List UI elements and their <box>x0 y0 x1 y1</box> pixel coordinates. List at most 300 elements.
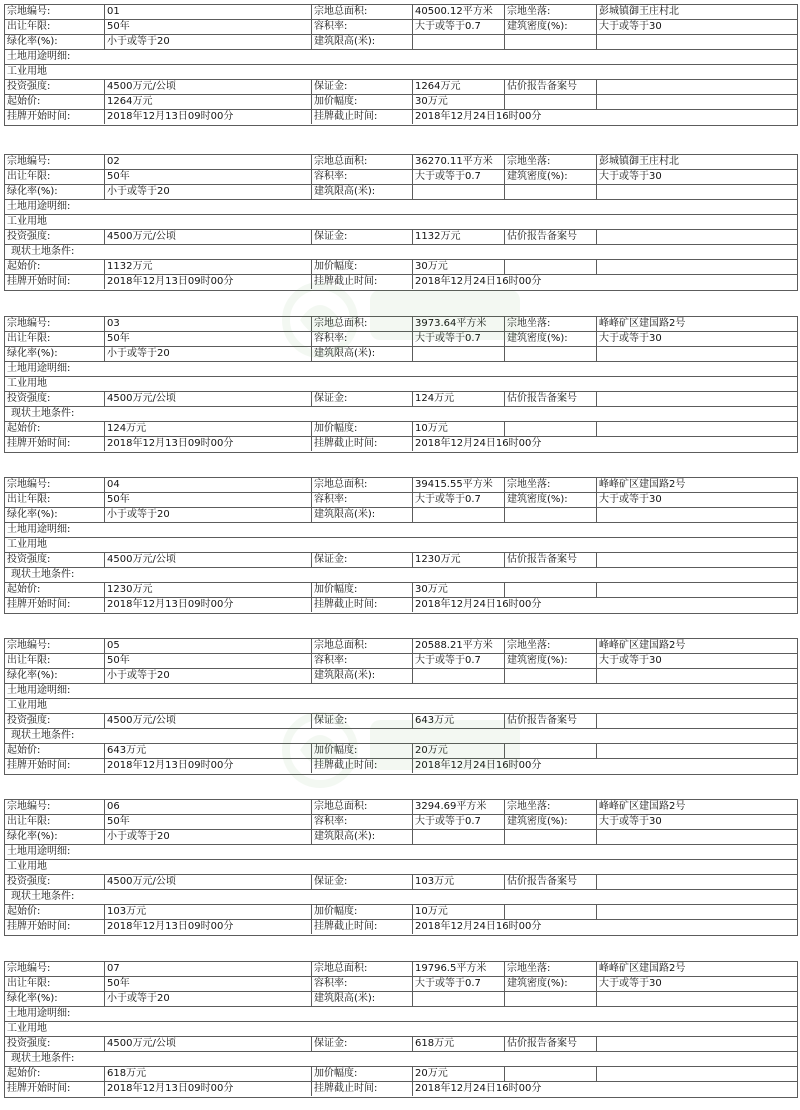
label-use-detail: 土地用途明细: <box>7 363 71 374</box>
label-listing-end: 挂牌截止时间: <box>312 437 413 451</box>
appraisal-value <box>597 392 797 406</box>
increment: 30万元 <box>413 260 505 274</box>
empty-cell <box>597 830 797 844</box>
total-area: 3973.64平方米 <box>413 317 505 331</box>
far: 大于或等于0.7 <box>413 332 505 346</box>
listing-start: 2018年12月13日09时00分 <box>105 920 312 934</box>
label-use-detail: 土地用途明细: <box>7 524 71 535</box>
label-green: 绿化率(%): <box>5 35 105 49</box>
empty-cell <box>597 275 797 289</box>
increment: 20万元 <box>413 1067 505 1081</box>
label-appraisal: 估价报告备案号 <box>505 392 597 406</box>
deposit: 103万元 <box>413 875 505 889</box>
land-use: 工业用地 <box>7 700 47 711</box>
location: 峰峰矿区建国路2号 <box>599 318 686 329</box>
label-start-price: 起始价: <box>5 905 105 919</box>
term: 50年 <box>105 815 312 829</box>
label-green: 绿化率(%): <box>5 185 105 199</box>
total-area: 36270.11平方米 <box>413 155 505 169</box>
row-current-condition <box>5 245 797 260</box>
label-total-area: 宗地总面积: <box>312 5 413 19</box>
row-green <box>5 185 797 200</box>
label-density: 建筑密度(%): <box>505 654 597 668</box>
row-current-condition <box>5 568 797 583</box>
label-deposit: 保证金: <box>312 230 413 244</box>
invest: 4500万元/公顷 <box>105 392 312 406</box>
row-term <box>5 815 797 830</box>
label-use-detail: 土地用途明细: <box>7 1008 71 1019</box>
far: 大于或等于0.7 <box>413 977 505 991</box>
row-use-detail <box>5 1007 797 1022</box>
row-start-price <box>5 1067 797 1082</box>
empty-cell <box>597 583 797 597</box>
label-current-condition: 现状土地条件: <box>11 1053 75 1064</box>
label-density: 建筑密度(%): <box>505 170 597 184</box>
label-green: 绿化率(%): <box>5 992 105 1006</box>
label-total-area: 宗地总面积: <box>312 478 413 492</box>
row-use <box>5 377 797 392</box>
land-use: 工业用地 <box>7 378 47 389</box>
row-parcel-id <box>5 155 797 170</box>
height-value <box>413 669 505 683</box>
label-location: 宗地坐落: <box>505 155 597 169</box>
empty-cell <box>597 992 797 1006</box>
label-location: 宗地坐落: <box>505 478 597 492</box>
label-increment: 加价幅度: <box>312 905 413 919</box>
label-far: 容积率: <box>312 654 413 668</box>
row-start-price <box>5 905 797 920</box>
label-appraisal: 估价报告备案号 <box>505 1037 597 1051</box>
term: 50年 <box>105 977 312 991</box>
row-invest <box>5 230 797 245</box>
label-green: 绿化率(%): <box>5 347 105 361</box>
label-height: 建筑限高(米): <box>312 992 413 1006</box>
location: 峰峰矿区建国路2号 <box>599 963 686 974</box>
density: 大于或等于30 <box>599 494 662 505</box>
row-invest <box>5 1037 797 1052</box>
row-invest <box>5 714 797 729</box>
label-current-condition: 现状土地条件: <box>11 408 75 419</box>
empty-cell <box>505 260 597 274</box>
listing-start: 2018年12月13日09时00分 <box>105 759 312 773</box>
label-total-area: 宗地总面积: <box>312 962 413 976</box>
row-start-price <box>5 583 797 598</box>
start-price: 618万元 <box>105 1067 312 1081</box>
row-listing-time <box>5 759 797 774</box>
total-area: 40500.12平方米 <box>413 5 505 19</box>
parcel-no: 03 <box>105 317 312 331</box>
label-listing-end: 挂牌截止时间: <box>312 275 413 289</box>
label-deposit: 保证金: <box>312 392 413 406</box>
listing-end: 2018年12月24日16时00分 <box>415 1083 542 1094</box>
label-appraisal: 估价报告备案号 <box>505 553 597 567</box>
label-far: 容积率: <box>312 170 413 184</box>
height-value <box>413 347 505 361</box>
label-density: 建筑密度(%): <box>505 815 597 829</box>
label-increment: 加价幅度: <box>312 583 413 597</box>
green: 小于或等于20 <box>105 830 312 844</box>
green: 小于或等于20 <box>105 508 312 522</box>
label-listing-end: 挂牌截止时间: <box>312 110 413 124</box>
label-total-area: 宗地总面积: <box>312 317 413 331</box>
row-start-price <box>5 744 797 759</box>
label-invest: 投资强度: <box>5 230 105 244</box>
row-use-detail <box>5 200 797 215</box>
label-location: 宗地坐落: <box>505 962 597 976</box>
green: 小于或等于20 <box>105 185 312 199</box>
row-start-price <box>5 95 797 110</box>
label-parcel-no: 宗地编号: <box>5 639 105 653</box>
empty-cell <box>597 1082 797 1096</box>
empty-cell <box>505 347 597 361</box>
listing-end: 2018年12月24日16时00分 <box>415 599 542 610</box>
height-value <box>413 185 505 199</box>
deposit: 618万元 <box>413 1037 505 1051</box>
row-green <box>5 508 797 523</box>
label-far: 容积率: <box>312 815 413 829</box>
row-term <box>5 977 797 992</box>
parcel-no: 05 <box>105 639 312 653</box>
empty-cell <box>505 508 597 522</box>
start-price: 124万元 <box>105 422 312 436</box>
row-parcel-id <box>5 5 797 20</box>
label-listing-start: 挂牌开始时间: <box>5 1082 105 1096</box>
invest: 4500万元/公顷 <box>105 230 312 244</box>
empty-cell <box>597 744 797 758</box>
empty-cell <box>505 1067 597 1081</box>
label-far: 容积率: <box>312 332 413 346</box>
label-start-price: 起始价: <box>5 260 105 274</box>
appraisal-value <box>597 80 797 94</box>
parcel-block-04 <box>4 477 798 614</box>
label-listing-start: 挂牌开始时间: <box>5 598 105 612</box>
label-term: 出让年限: <box>5 20 105 34</box>
label-parcel-no: 宗地编号: <box>5 317 105 331</box>
empty-cell <box>505 583 597 597</box>
label-start-price: 起始价: <box>5 1067 105 1081</box>
label-deposit: 保证金: <box>312 553 413 567</box>
green: 小于或等于20 <box>105 992 312 1006</box>
green: 小于或等于20 <box>105 35 312 49</box>
label-current-condition: 现状土地条件: <box>11 730 75 741</box>
row-use <box>5 215 797 230</box>
far: 大于或等于0.7 <box>413 20 505 34</box>
label-density: 建筑密度(%): <box>505 20 597 34</box>
land-use: 工业用地 <box>7 1023 47 1034</box>
listing-start: 2018年12月13日09时00分 <box>105 437 312 451</box>
label-far: 容积率: <box>312 20 413 34</box>
row-use-detail <box>5 362 797 377</box>
row-parcel-id <box>5 800 797 815</box>
label-increment: 加价幅度: <box>312 1067 413 1081</box>
empty-cell <box>597 422 797 436</box>
density: 大于或等于30 <box>599 816 662 827</box>
empty-cell <box>597 598 797 612</box>
label-location: 宗地坐落: <box>505 5 597 19</box>
height-value <box>413 35 505 49</box>
listing-end: 2018年12月24日16时00分 <box>415 760 542 771</box>
row-use-detail <box>5 845 797 860</box>
row-listing-time <box>5 598 797 613</box>
increment: 20万元 <box>413 744 505 758</box>
row-invest <box>5 875 797 890</box>
parcel-block-07 <box>4 961 798 1098</box>
row-use <box>5 65 797 80</box>
appraisal-value <box>597 714 797 728</box>
listing-start: 2018年12月13日09时00分 <box>105 1082 312 1096</box>
empty-cell <box>597 35 797 49</box>
label-invest: 投资强度: <box>5 875 105 889</box>
label-far: 容积率: <box>312 977 413 991</box>
row-green <box>5 669 797 684</box>
row-invest <box>5 80 797 95</box>
increment: 30万元 <box>413 583 505 597</box>
row-use-detail <box>5 50 797 65</box>
parcel-no: 02 <box>105 155 312 169</box>
land-use: 工业用地 <box>7 216 47 227</box>
empty-cell <box>597 508 797 522</box>
label-appraisal: 估价报告备案号 <box>505 875 597 889</box>
label-height: 建筑限高(米): <box>312 35 413 49</box>
row-current-condition <box>5 890 797 905</box>
label-height: 建筑限高(米): <box>312 508 413 522</box>
row-term <box>5 170 797 185</box>
location: 峰峰矿区建国路2号 <box>599 801 686 812</box>
deposit: 643万元 <box>413 714 505 728</box>
label-location: 宗地坐落: <box>505 639 597 653</box>
land-use: 工业用地 <box>7 861 47 872</box>
label-listing-end: 挂牌截止时间: <box>312 1082 413 1096</box>
label-start-price: 起始价: <box>5 95 105 109</box>
empty-cell <box>597 437 797 451</box>
label-term: 出让年限: <box>5 977 105 991</box>
parcel-no: 07 <box>105 962 312 976</box>
label-density: 建筑密度(%): <box>505 977 597 991</box>
label-term: 出让年限: <box>5 170 105 184</box>
row-term <box>5 20 797 35</box>
term: 50年 <box>105 493 312 507</box>
deposit: 1132万元 <box>413 230 505 244</box>
term: 50年 <box>105 20 312 34</box>
density: 大于或等于30 <box>599 655 662 666</box>
location: 彭城镇御王庄村北 <box>599 6 679 17</box>
row-parcel-id <box>5 478 797 493</box>
label-listing-start: 挂牌开始时间: <box>5 110 105 124</box>
label-parcel-no: 宗地编号: <box>5 800 105 814</box>
increment: 10万元 <box>413 422 505 436</box>
empty-cell <box>505 992 597 1006</box>
row-listing-time <box>5 1082 797 1097</box>
label-deposit: 保证金: <box>312 875 413 889</box>
row-term <box>5 332 797 347</box>
listing-start: 2018年12月13日09时00分 <box>105 110 312 124</box>
label-density: 建筑密度(%): <box>505 332 597 346</box>
location: 峰峰矿区建国路2号 <box>599 640 686 651</box>
label-use-detail: 土地用途明细: <box>7 201 71 212</box>
label-deposit: 保证金: <box>312 80 413 94</box>
label-invest: 投资强度: <box>5 553 105 567</box>
parcel-block-05 <box>4 638 798 775</box>
label-appraisal: 估价报告备案号 <box>505 714 597 728</box>
parcel-block-06 <box>4 799 798 936</box>
row-parcel-id <box>5 317 797 332</box>
empty-cell <box>597 1067 797 1081</box>
increment: 10万元 <box>413 905 505 919</box>
label-parcel-no: 宗地编号: <box>5 155 105 169</box>
label-listing-start: 挂牌开始时间: <box>5 920 105 934</box>
label-term: 出让年限: <box>5 493 105 507</box>
label-location: 宗地坐落: <box>505 317 597 331</box>
row-term <box>5 654 797 669</box>
density: 大于或等于30 <box>599 333 662 344</box>
density: 大于或等于30 <box>599 978 662 989</box>
label-location: 宗地坐落: <box>505 800 597 814</box>
listing-end: 2018年12月24日16时00分 <box>415 111 542 122</box>
row-term <box>5 493 797 508</box>
label-use-detail: 土地用途明细: <box>7 685 71 696</box>
density: 大于或等于30 <box>599 21 662 32</box>
label-start-price: 起始价: <box>5 583 105 597</box>
empty-cell <box>597 759 797 773</box>
parcel-block-02 <box>4 154 798 291</box>
label-listing-start: 挂牌开始时间: <box>5 437 105 451</box>
listing-end: 2018年12月24日16时00分 <box>415 438 542 449</box>
total-area: 19796.5平方米 <box>413 962 505 976</box>
row-green <box>5 347 797 362</box>
empty-cell <box>505 422 597 436</box>
label-total-area: 宗地总面积: <box>312 639 413 653</box>
label-height: 建筑限高(米): <box>312 185 413 199</box>
label-deposit: 保证金: <box>312 1037 413 1051</box>
label-increment: 加价幅度: <box>312 260 413 274</box>
label-increment: 加价幅度: <box>312 422 413 436</box>
invest: 4500万元/公顷 <box>105 1037 312 1051</box>
label-current-condition: 现状土地条件: <box>11 246 75 257</box>
start-price: 1132万元 <box>105 260 312 274</box>
total-area: 39415.55平方米 <box>413 478 505 492</box>
row-parcel-id <box>5 962 797 977</box>
label-total-area: 宗地总面积: <box>312 800 413 814</box>
label-listing-end: 挂牌截止时间: <box>312 920 413 934</box>
label-green: 绿化率(%): <box>5 830 105 844</box>
empty-cell <box>597 920 797 934</box>
appraisal-value <box>597 875 797 889</box>
label-density: 建筑密度(%): <box>505 493 597 507</box>
appraisal-value <box>597 230 797 244</box>
label-parcel-no: 宗地编号: <box>5 5 105 19</box>
label-current-condition: 现状土地条件: <box>11 569 75 580</box>
row-use <box>5 860 797 875</box>
label-use-detail: 土地用途明细: <box>7 846 71 857</box>
row-invest <box>5 392 797 407</box>
row-current-condition <box>5 729 797 744</box>
location: 彭城镇御王庄村北 <box>599 156 679 167</box>
empty-cell <box>597 347 797 361</box>
row-start-price <box>5 422 797 437</box>
start-price: 1264万元 <box>105 95 312 109</box>
label-height: 建筑限高(米): <box>312 830 413 844</box>
label-parcel-no: 宗地编号: <box>5 962 105 976</box>
label-term: 出让年限: <box>5 332 105 346</box>
far: 大于或等于0.7 <box>413 654 505 668</box>
invest: 4500万元/公顷 <box>105 553 312 567</box>
label-increment: 加价幅度: <box>312 744 413 758</box>
empty-cell <box>597 110 797 124</box>
listing-start: 2018年12月13日09时00分 <box>105 598 312 612</box>
land-use: 工业用地 <box>7 539 47 550</box>
far: 大于或等于0.7 <box>413 493 505 507</box>
term: 50年 <box>105 654 312 668</box>
invest: 4500万元/公顷 <box>105 80 312 94</box>
row-use <box>5 699 797 714</box>
row-invest <box>5 553 797 568</box>
label-invest: 投资强度: <box>5 80 105 94</box>
row-current-condition <box>5 407 797 422</box>
far: 大于或等于0.7 <box>413 815 505 829</box>
height-value <box>413 830 505 844</box>
label-far: 容积率: <box>312 493 413 507</box>
land-use: 工业用地 <box>7 66 47 77</box>
label-use-detail: 土地用途明细: <box>7 51 71 62</box>
empty-cell <box>505 185 597 199</box>
label-listing-start: 挂牌开始时间: <box>5 759 105 773</box>
parcel-no: 01 <box>105 5 312 19</box>
start-price: 103万元 <box>105 905 312 919</box>
empty-cell <box>597 95 797 109</box>
row-use-detail <box>5 523 797 538</box>
label-invest: 投资强度: <box>5 714 105 728</box>
row-use <box>5 538 797 553</box>
row-start-price <box>5 260 797 275</box>
density: 大于或等于30 <box>599 171 662 182</box>
empty-cell <box>597 905 797 919</box>
height-value <box>413 992 505 1006</box>
parcel-block-03 <box>4 316 798 453</box>
invest: 4500万元/公顷 <box>105 875 312 889</box>
deposit: 124万元 <box>413 392 505 406</box>
listing-end: 2018年12月24日16时00分 <box>415 921 542 932</box>
empty-cell <box>505 35 597 49</box>
green: 小于或等于20 <box>105 669 312 683</box>
row-use <box>5 1022 797 1037</box>
listing-start: 2018年12月13日09时00分 <box>105 275 312 289</box>
empty-cell <box>505 95 597 109</box>
term: 50年 <box>105 170 312 184</box>
parcel-no: 06 <box>105 800 312 814</box>
green: 小于或等于20 <box>105 347 312 361</box>
parcel-block-01 <box>4 4 798 126</box>
increment: 30万元 <box>413 95 505 109</box>
row-current-condition <box>5 1052 797 1067</box>
label-green: 绿化率(%): <box>5 669 105 683</box>
start-price: 1230万元 <box>105 583 312 597</box>
label-appraisal: 估价报告备案号 <box>505 80 597 94</box>
label-green: 绿化率(%): <box>5 508 105 522</box>
parcel-no: 04 <box>105 478 312 492</box>
appraisal-value <box>597 553 797 567</box>
label-increment: 加价幅度: <box>312 95 413 109</box>
label-total-area: 宗地总面积: <box>312 155 413 169</box>
label-height: 建筑限高(米): <box>312 347 413 361</box>
label-appraisal: 估价报告备案号 <box>505 230 597 244</box>
label-term: 出让年限: <box>5 815 105 829</box>
listing-end: 2018年12月24日16时00分 <box>415 276 542 287</box>
row-green <box>5 992 797 1007</box>
empty-cell <box>505 744 597 758</box>
height-value <box>413 508 505 522</box>
row-use-detail <box>5 684 797 699</box>
row-listing-time <box>5 920 797 935</box>
